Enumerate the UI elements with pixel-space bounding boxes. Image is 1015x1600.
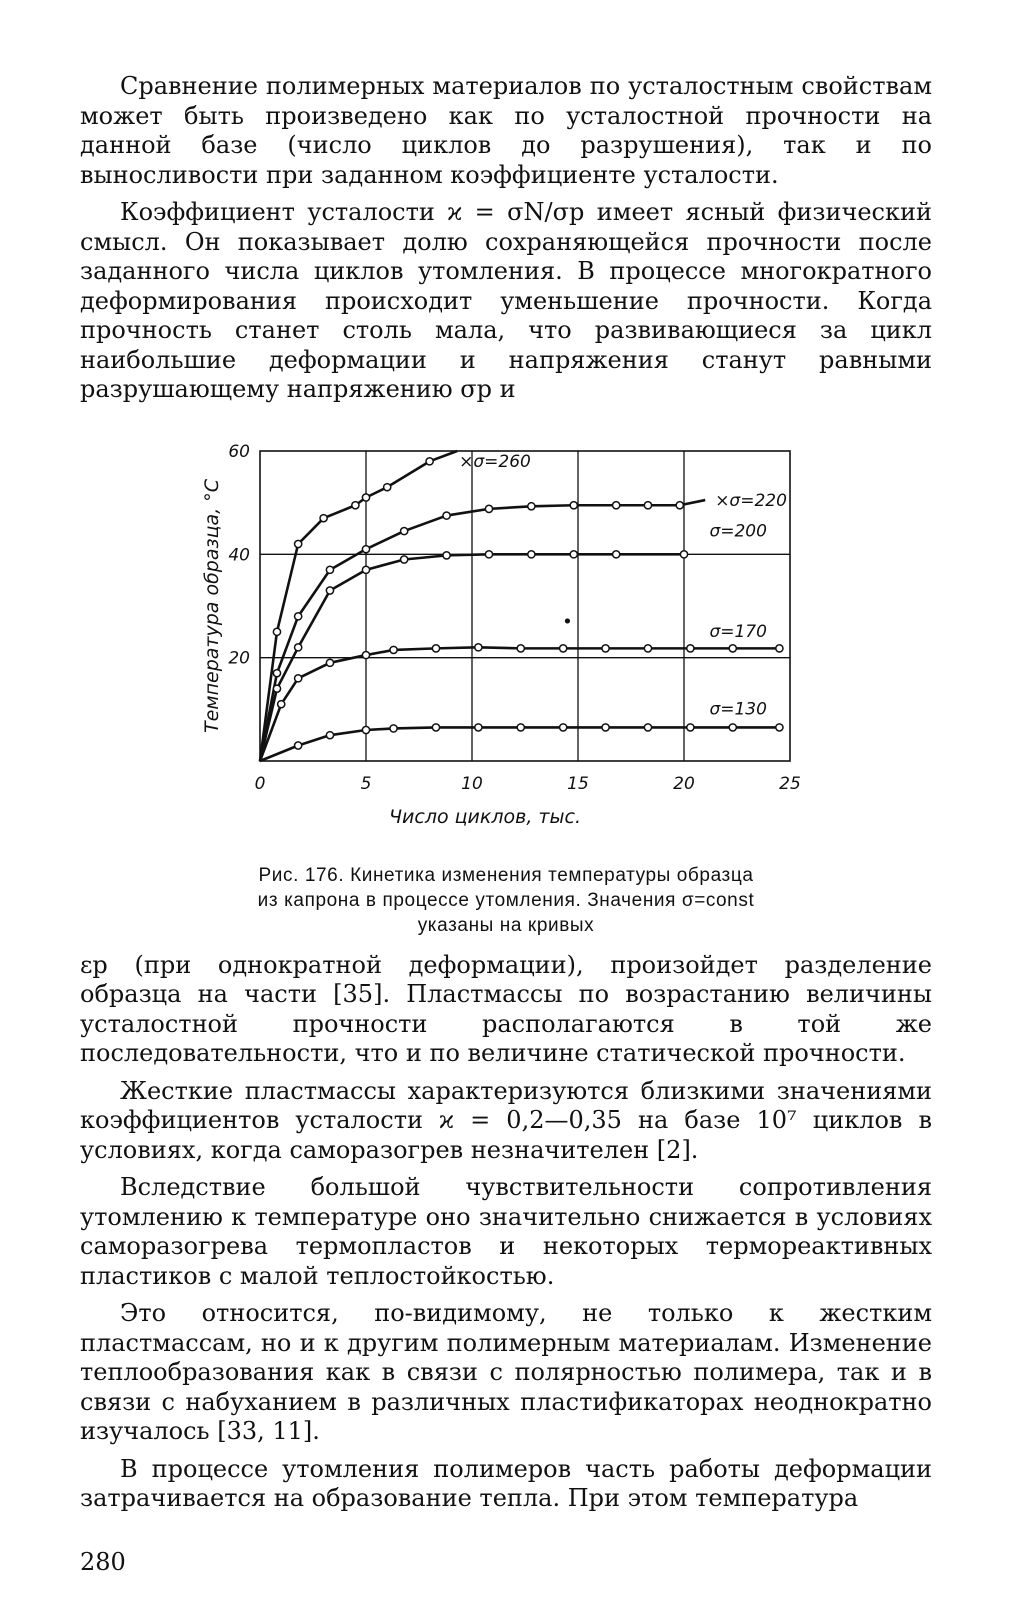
figure: [80, 431, 932, 951]
data-point: [687, 644, 694, 651]
series-line: [260, 451, 457, 761]
data-point: [326, 659, 333, 666]
data-point: [273, 628, 280, 635]
data-point: [729, 644, 736, 651]
series-label: ×σ=260: [459, 451, 531, 472]
data-point: [295, 674, 302, 681]
data-point: [362, 566, 369, 573]
paragraph: Это относится, по-видимому, не только к жестким пластмассам, но и к другим полимерным материалам. Изменение теплообразования как в связи с полярностью полимера, так и в связи с набуханием в различных пластификаторах неоднократно изучалось [33, 11].: [80, 1299, 932, 1445]
page-number: 280: [80, 1548, 126, 1576]
series-label: σ=130: [709, 699, 767, 719]
data-point: [443, 511, 450, 518]
x-tick-label: 25: [779, 773, 801, 794]
data-point: [426, 457, 433, 464]
data-point: [676, 501, 683, 508]
caption-line: из капрона в процессе утомления. Значения σ=const: [257, 889, 755, 911]
data-point: [390, 646, 397, 653]
paragraph: Вследствие большой чувствительности сопротивления утомлению к температуре оно значительно снижается в условиях саморазогрева термопластов и некоторых термореактивных пластиков с малой теплостойкостью.: [80, 1173, 932, 1290]
data-point: [517, 723, 524, 730]
data-point: [475, 723, 482, 730]
data-point: [320, 514, 327, 521]
data-point: [362, 493, 369, 500]
x-tick-label: 5: [360, 773, 372, 794]
x-tick-label: 20: [673, 773, 695, 794]
data-point: [278, 700, 285, 707]
paragraph: εр (при однократной деформации), произойдет разделение образца на части [35]. Пластмассы по возрастанию величины усталостной прочности располагаются в той же последовательности, что и по величине статической прочности.: [80, 950, 932, 1067]
series-label: ×σ=220: [715, 490, 787, 511]
y-tick-label: 40: [228, 544, 250, 565]
data-point: [384, 483, 391, 490]
series-line: [260, 500, 705, 761]
data-point: [326, 586, 333, 593]
paragraph: В процессе утомления полимеров часть работы деформации затрачивается на образование тепла. При этом температура: [80, 1454, 932, 1512]
annotation-dot: •: [562, 611, 573, 632]
data-point: [432, 644, 439, 651]
data-point: [362, 651, 369, 658]
x-tick-label: 10: [461, 773, 483, 794]
paragraph: Жесткие пластмассы характеризуются близкими значениями коэффициентов усталости ϰ = 0,2—0,35 на базе 10⁷ циклов в условиях, когда саморазогрев незначителен [2].: [80, 1076, 932, 1164]
caption-line: Рис. 176. Кинетика изменения температуры образца: [258, 864, 754, 886]
y-axis-label: Температура образца, °С: [201, 478, 223, 733]
data-point: [401, 555, 408, 562]
data-point: [295, 643, 302, 650]
x-tick-label: 15: [567, 773, 589, 794]
data-point: [687, 723, 694, 730]
data-point: [362, 545, 369, 552]
data-point: [776, 723, 783, 730]
data-point: [528, 502, 535, 509]
data-point: [401, 527, 408, 534]
data-point: [432, 723, 439, 730]
data-point: [390, 724, 397, 731]
x-axis-label: Число циклов, тыс.: [389, 805, 581, 828]
data-point: [295, 540, 302, 547]
data-point: [560, 644, 567, 651]
data-point: [644, 644, 651, 651]
data-point: [729, 723, 736, 730]
series-line: [260, 727, 779, 761]
data-point: [485, 505, 492, 512]
data-point: [680, 550, 687, 557]
temperature-chart: [190, 431, 830, 841]
caption-line: указаны на кривых: [417, 914, 595, 936]
data-point: [644, 723, 651, 730]
data-point: [517, 644, 524, 651]
data-point: [570, 501, 577, 508]
figure-caption: [80, 863, 932, 938]
data-point: [602, 723, 609, 730]
x-tick-label: 0: [254, 773, 266, 794]
series-label: σ=170: [709, 621, 767, 642]
data-point: [613, 550, 620, 557]
data-point: [295, 612, 302, 619]
data-point: [644, 501, 651, 508]
series-line: [260, 647, 779, 761]
data-point: [475, 643, 482, 650]
data-point: [352, 501, 359, 508]
series-label: σ=200: [709, 520, 767, 541]
data-point: [602, 644, 609, 651]
y-tick-label: 60: [228, 441, 250, 462]
data-point: [570, 550, 577, 557]
data-point: [273, 669, 280, 676]
data-point: [362, 726, 369, 733]
data-point: [560, 723, 567, 730]
data-point: [443, 551, 450, 558]
data-point: [613, 501, 620, 508]
page-body: [80, 72, 932, 1514]
data-point: [776, 644, 783, 651]
data-point: [273, 685, 280, 692]
paragraph: Коэффициент усталости ϰ = σN/σр имеет ясный физический смысл. Он показывает долю сохраняющейся прочности после заданного числа циклов утомления. В процессе многократного деформирования происходит уменьшение прочности. Когда прочность станет столь мала, что развивающиеся за цикл наибольшие деформации и напряжения станут равными разрушающему напряжению σр и: [80, 198, 932, 403]
y-tick-label: 20: [228, 648, 250, 669]
data-point: [326, 731, 333, 738]
paragraph: Сравнение полимерных материалов по усталостным свойствам может быть произведено как по усталостной прочности на данной базе (число циклов до разрушения), так и по выносливости при заданном коэффициенте усталости.: [80, 72, 932, 189]
data-point: [326, 566, 333, 573]
data-point: [295, 741, 302, 748]
data-point: [528, 550, 535, 557]
data-point: [485, 550, 492, 557]
